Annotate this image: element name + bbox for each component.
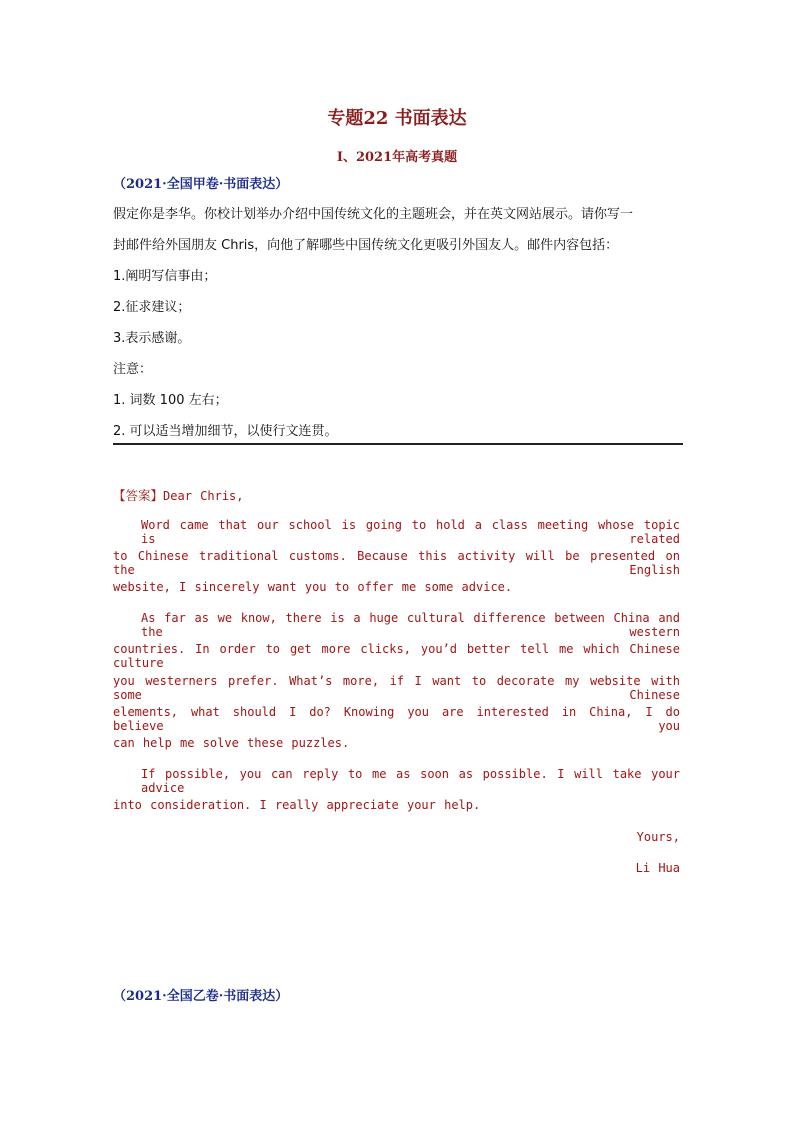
section-divider bbox=[113, 443, 683, 445]
answer-line: Word came that our school is going to hold a class meeting whose topic is related bbox=[141, 518, 680, 546]
question-line: 封邮件给外国朋友 Chris，向他了解哪些中国传统文化更吸引外国友人。邮件内容包括： bbox=[113, 238, 619, 253]
answer-line: can help me solve these puzzles. bbox=[113, 736, 350, 750]
question-line: 3.表示感谢。 bbox=[113, 331, 191, 346]
question-source: （2021·全国甲卷·书面表达） bbox=[113, 177, 289, 192]
answer-closing: Yours, bbox=[636, 830, 680, 844]
question-line: 1. 词数 100 左右； bbox=[113, 393, 228, 408]
answer-line: you westerners prefer. What’s more, if I want to decorate my website with some Chinese bbox=[113, 674, 680, 702]
answer-greeting: Dear Chris, bbox=[163, 489, 244, 503]
question-line: 2.征求建议； bbox=[113, 300, 191, 315]
section-subtitle: I、2021年高考真题 bbox=[336, 150, 458, 165]
question-line: 2. 可以适当增加细节，以使行文连贯。 bbox=[113, 424, 338, 439]
answer-signature: Li Hua bbox=[635, 861, 680, 875]
answer-line: elements, what should I do? Knowing you are interested in China, I do believe you bbox=[113, 705, 680, 733]
answer-line: countries. In order to get more clicks, you’d better tell me which Chinese culture bbox=[113, 642, 680, 670]
question-line: 注意： bbox=[113, 362, 153, 377]
answer-line: to Chinese traditional customs. Because this activity will be presented on the English bbox=[113, 549, 680, 577]
question-source: （2021·全国乙卷·书面表达） bbox=[113, 989, 289, 1004]
answer-line: into consideration. I really appreciate your help. bbox=[113, 798, 481, 812]
question-line: 假定你是李华。你校计划举办介绍中国传统文化的主题班会，并在英文网站展示。请你写一 bbox=[113, 207, 634, 222]
page-title: 专题22 书面表达 bbox=[327, 108, 467, 129]
question-line: 1.阐明写信事由； bbox=[113, 269, 217, 284]
answer-line: If possible, you can reply to me as soon as possible. I will take your advice bbox=[141, 767, 680, 795]
answer-line: As far as we know, there is a huge cultural difference between China and the western bbox=[141, 611, 680, 639]
answer-header bbox=[113, 486, 244, 504]
answer-line: website, I sincerely want you to offer me some advice. bbox=[113, 580, 513, 594]
answer-label: 【答案】 bbox=[113, 488, 164, 503]
